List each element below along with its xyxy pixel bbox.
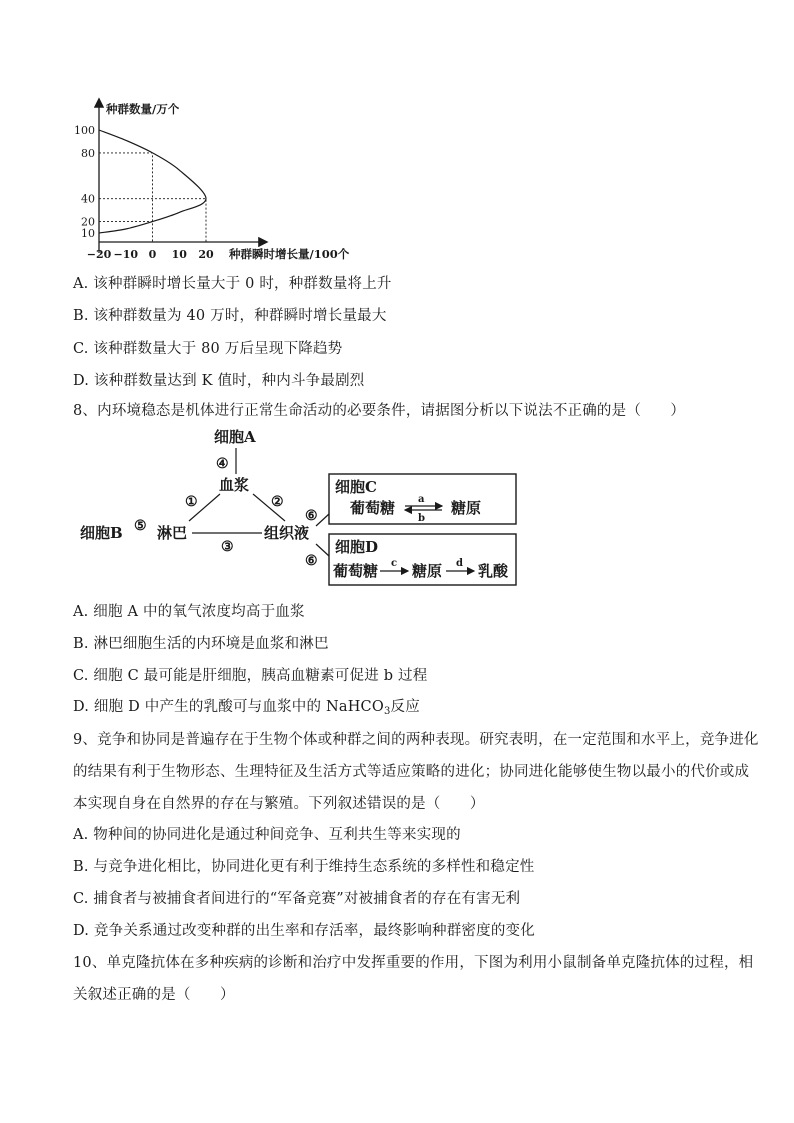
q8-option-d xyxy=(73,695,420,717)
q10-stem-line-2: 关叙述正确的是（ ） xyxy=(73,987,235,1003)
cell-d-glucose: 葡萄糖 xyxy=(333,562,379,580)
y-tick-label: 20 xyxy=(81,215,95,229)
cell-d-glycogen: 糖原 xyxy=(412,562,443,580)
cell-c-label: 细胞C xyxy=(335,478,377,496)
x-tick-label: −20 xyxy=(86,248,112,261)
q9-stem-line-3: 本实现自身在自然界的存在与繁殖。下列叙述错误的是（ ） xyxy=(73,796,485,812)
cell-d-label: 细胞D xyxy=(335,538,379,556)
cell-c-glycogen: 糖原 xyxy=(451,499,482,517)
label-b: b xyxy=(418,513,425,524)
q8-option-d-post: 反应 xyxy=(390,699,420,715)
x-tick-label: 10 xyxy=(171,248,187,261)
label-c: c xyxy=(391,558,398,569)
line-6-upper xyxy=(316,514,329,526)
y-tick-label: 40 xyxy=(81,192,95,206)
plasma-label: 血浆 xyxy=(219,476,250,494)
lymph-label: 淋巴 xyxy=(157,524,188,542)
cell-a-label: 细胞A xyxy=(214,428,256,446)
x-tick-label: −10 xyxy=(113,248,139,261)
q7-option-b: B. 该种群数量为 40 万时，种群瞬时增长量最大 xyxy=(73,308,387,324)
x-axis-label: 种群瞬时增长量/100个 xyxy=(229,247,350,261)
y-tick-label: 10 xyxy=(81,227,95,240)
label-a: a xyxy=(418,494,425,505)
q8-option-b: B. 淋巴细胞生活的内环境是血浆和淋巴 xyxy=(73,636,329,652)
circle-3: ③ xyxy=(221,539,234,555)
y-tick-label: 80 xyxy=(81,146,95,160)
q8-stem: 8、内环境稳态是机体进行正常生命活动的必要条件，请据图分析以下说法不正确的是（ ） xyxy=(73,403,686,419)
q10-stem-line-1: 10、单克隆抗体在多种疾病的诊断和治疗中发挥重要的作用，下图为利用小鼠制备单克隆抗体的过程，相 xyxy=(73,955,754,971)
population-chart xyxy=(0,0,794,270)
tissue-fluid-label: 组织液 xyxy=(264,524,310,542)
q9-option-a: A. 物种间的协同进化是通过种间竞争、互利共生等来实现的 xyxy=(73,827,461,843)
cell-d-lactic-acid: 乳酸 xyxy=(478,562,509,580)
q7-option-a: A. 该种群瞬时增长量大于 0 时，种群数量将上升 xyxy=(73,276,392,292)
q7-option-c: C. 该种群数量大于 80 万后呈现下降趋势 xyxy=(73,341,343,357)
q9-option-c: C. 捕食者与被捕食者间进行的“军备竞赛”对被捕食者的存在有害无利 xyxy=(73,891,521,907)
x-tick-label: 20 xyxy=(198,248,214,261)
q7-option-d: D. 该种群数量达到 K 值时，种内斗争最剧烈 xyxy=(73,373,365,389)
q9-stem-line-2: 的结果有利于生物形态、生理特征及生活方式等适应策略的进化；协同进化能够使生物以最小的代价或成 xyxy=(73,764,750,780)
internal-environment-diagram xyxy=(0,420,794,590)
circle-1: ① xyxy=(185,494,198,510)
circle-2: ② xyxy=(271,494,284,510)
q8-option-d-pre: D. 细胞 D 中产生的乳酸可与血浆中的 NaHCO xyxy=(73,699,384,715)
q9-option-b: B. 与竞争进化相比，协同进化更有利于维持生态系统的多样性和稳定性 xyxy=(73,859,535,875)
circle-6-upper: ⑥ xyxy=(305,508,318,524)
circle-6-lower: ⑥ xyxy=(305,553,318,569)
circle-4: ④ xyxy=(216,456,229,472)
q9-stem-line-1: 9、竞争和协同是普遍存在于生物个体或种群之间的两种表现。研究表明，在一定范围和水平上，竞争进化 xyxy=(73,732,759,748)
q9-option-d: D. 竞争关系通过改变种群的出生率和存活率，最终影响种群密度的变化 xyxy=(73,923,535,939)
q8-option-c: C. 细胞 C 最可能是肝细胞，胰高血糖素可促进 b 过程 xyxy=(73,668,428,684)
circle-5: ⑤ xyxy=(134,518,147,534)
x-tick-label: 0 xyxy=(148,248,157,261)
y-tick-label: 100 xyxy=(74,124,95,137)
q8-option-d-subscript: 3 xyxy=(383,706,391,717)
cell-b-label: 细胞B xyxy=(80,524,123,542)
label-d: d xyxy=(456,558,463,569)
line-6-lower xyxy=(316,544,329,556)
cell-c-glucose: 葡萄糖 xyxy=(350,499,396,517)
y-axis-label: 种群数量/万个 xyxy=(106,102,180,116)
q8-option-a: A. 细胞 A 中的氧气浓度均高于血浆 xyxy=(73,604,305,620)
series-curve xyxy=(99,130,206,233)
